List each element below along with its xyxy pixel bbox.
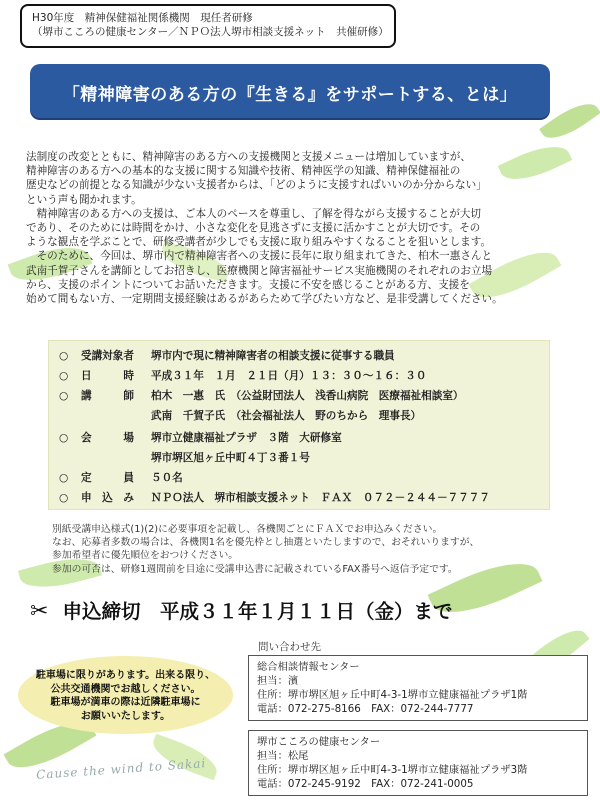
info-row-application	[59, 489, 490, 507]
parking-line: 駐車場に限りがあります。出来る限り、	[35, 670, 216, 681]
note-line: 参加の可否は、研修1週間前を目途に受講申込書に記載されているFAX番号へ返信予定です。	[52, 563, 458, 575]
deadline-text: 申込締切 平成３１年１月１１日（金）まで	[62, 600, 453, 623]
contact-phone: 電話：072-275-8166 FAX：072-244-7777	[257, 703, 474, 715]
contact-person: 担当：濱	[257, 675, 299, 687]
info-label: 申 込 み	[81, 492, 134, 504]
parking-notice	[18, 656, 233, 734]
note-line: 別紙受講申込様式(1)(2)に必要事項を記載し、各機関ごとにＦＡＸでお申込みください。	[52, 524, 443, 535]
info-row-lecturer	[59, 387, 464, 405]
info-label: 定 員	[81, 472, 134, 484]
bullet-icon: ○	[59, 390, 69, 402]
inquiry-label: 問い合わせ先	[258, 641, 321, 653]
info-row-venue	[59, 429, 342, 447]
intro-line: 武南千賀子さんを講師としてお招きし、医療機関と障害福祉サービス実施機関のそれぞれのお立場	[26, 264, 493, 277]
parking-line: 公共交通機関でお越しください。	[50, 683, 201, 695]
info-row-datetime	[59, 367, 426, 385]
info-value: 堺市立健康福祉プラザ ３階 大研修室	[151, 432, 342, 444]
page-title: 「精神障害のある方の『生きる』をサポートする、とは」	[62, 85, 518, 105]
intro-line: であり、そのためには時間をかけ、小さな変化を見逃さずに支援に活かすことが大切です。その	[26, 222, 481, 235]
intro-text	[26, 150, 586, 306]
bullet-icon: ○	[59, 370, 69, 382]
intro-line: ような観点を学ぶことで、研修受講者が少しでも支援に取り組みやすくなることを狙いとします。	[26, 236, 492, 249]
parking-line: お願いいたします。	[80, 710, 171, 722]
info-row-venue-address	[59, 449, 310, 467]
info-value: 平成３１年 １月 ２１日（月）１３：３０～１６：３０	[151, 370, 427, 382]
contact-phone: 電話：072-245-9192 FAX：072-241-0005	[257, 778, 474, 790]
info-row-capacity	[59, 469, 183, 487]
course-header-line2: （堺市こころの健康センター／ＮＰＯ法人堺市相談支援ネット 共催研修）	[32, 26, 389, 38]
course-header	[20, 4, 396, 48]
intro-line: という声も聞かれます。	[26, 193, 142, 206]
deadline-banner	[30, 596, 590, 626]
info-label: 受講対象者	[81, 350, 134, 362]
info-label: 講 師	[81, 390, 134, 402]
info-value: ＮＰＯ法人 堺市相談支援ネット ＦＡＸ ０７２－２４４－７７７７	[151, 492, 490, 504]
course-info-box	[48, 340, 550, 510]
bullet-icon: ○	[59, 432, 69, 444]
contact-org: 総合相談情報センター	[257, 661, 360, 673]
contact-box-mental-health-center	[248, 730, 588, 796]
info-value: ５０名	[151, 472, 183, 484]
note-line: なお、応募者多数の場合は、各機関1名を優先枠とし抽選といたしますので、おそれいりますが、	[52, 537, 480, 549]
course-header-line1: H30年度 精神保健福祉関係機関 現任者研修	[32, 12, 253, 24]
contact-address: 住所：堺市堺区旭ヶ丘中町4-3-1堺市立健康福祉プラザ1階	[257, 689, 528, 701]
note-line: 参加希望者に優先順位をおつけください。	[52, 550, 239, 562]
bullet-icon: ○	[59, 350, 69, 362]
info-label: 会 場	[81, 432, 134, 444]
application-notes	[52, 523, 572, 576]
intro-line: 始めて間もない方、一定期間支援経験はあるがあらためて学びたい方など、是非受講してください。	[26, 293, 503, 306]
info-row-target	[59, 347, 395, 365]
contact-box-consultation-center	[248, 655, 588, 721]
intro-line: そのために、今回は、堺市内で精神障害者への支援に長年に取り組まれてきた、柏木一惠さんと	[26, 250, 493, 263]
info-label: 日 時	[81, 370, 134, 382]
intro-line: 法制度の改変とともに、精神障害のある方への支援機関と支援メニューは増加していますが、	[26, 151, 471, 163]
info-value: 堺市堺区旭ヶ丘中町４丁３番１号	[151, 452, 310, 464]
contact-person: 担当：松尾	[257, 750, 309, 762]
info-value: 武南 千賀子氏 （社会福祉法人 野のちから 理事長）	[151, 410, 422, 422]
bullet-icon: ○	[59, 492, 69, 504]
contact-address: 住所：堺市堺区旭ヶ丘中町4-3-1堺市立健康福祉プラザ3階	[257, 764, 528, 776]
intro-line: 歴史などの前提となる知識が少ない支援者からは、「どのように支援すればいいのか分からない」	[26, 179, 487, 192]
bullet-icon: ○	[59, 472, 69, 484]
parking-line: 駐車場が満車の際は近隣駐車場に	[50, 697, 201, 708]
contact-org: 堺市こころの健康センター	[257, 736, 381, 748]
intro-line: 精神障害のある方への基本的な支援に関する知識や技術、精神医学の知識、精神保健福祉の	[26, 165, 461, 178]
info-value: 柏木 一惠 氏 （公益財団法人 浅香山病院 医療福祉相談室）	[151, 390, 464, 402]
tagline-logo-text: Cause the wind to Sakai	[35, 756, 207, 782]
intro-line: から、支援のポイントについてお話いただきます。支援に不安を感じることがある方、支援を	[26, 278, 470, 291]
info-value: 堺市内で現に精神障害者の相談支援に従事する職員	[151, 350, 395, 362]
intro-line: 精神障害のある方への支援は、ご本人のペースを尊重し、了解を得ながら支援することが大切	[26, 207, 481, 220]
scissors-icon: ✂	[30, 599, 49, 624]
title-banner	[30, 64, 550, 118]
info-row-lecturer-2	[59, 407, 421, 425]
